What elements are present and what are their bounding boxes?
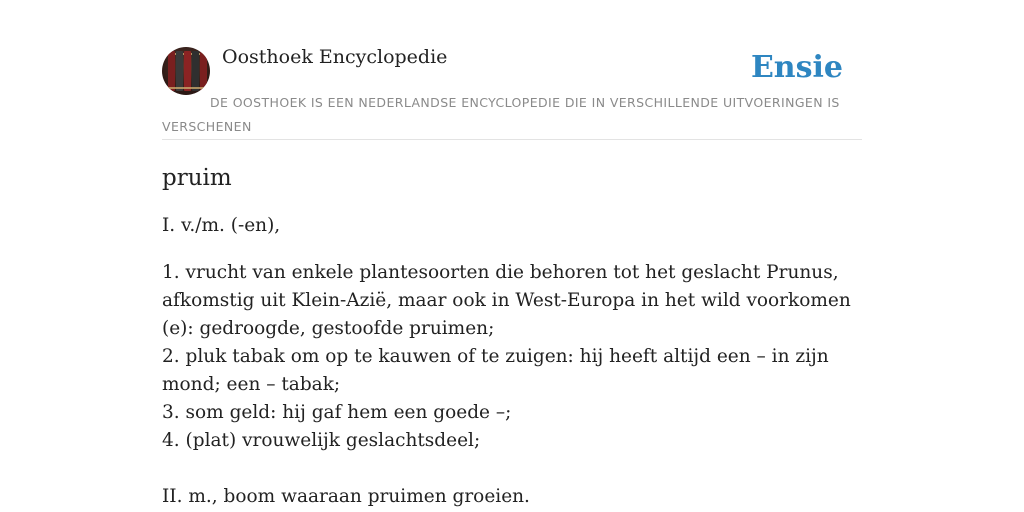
brand-logo[interactable]: Ensie <box>750 50 843 85</box>
site-name[interactable]: Oosthoek Encyclopedie <box>222 46 448 68</box>
sense-one-heading: I. v./m. (-en), <box>162 215 281 236</box>
entry-content <box>162 162 862 511</box>
spacer <box>162 455 862 483</box>
site-tagline: DE OOSTHOEK IS EEN NEDERLANDSE ENCYCLOPEDIE DIE IN VERSCHILLENDE UITVOERINGEN IS VERSCHENEN <box>162 95 840 134</box>
site-header <box>162 46 862 140</box>
page-title: pruim <box>162 165 232 191</box>
definition-item: 3. som geld: hij gaf hem een goede –; <box>162 402 512 423</box>
definition-item: 1. vrucht van enkele plantesoorten die behoren tot het geslacht Prunus, afkomstig uit Klein-Azië, maar ook in West-Europa in het wild voorkomen (e): gedroogde, gestoofde pruimen; <box>162 262 851 339</box>
definition-list <box>162 259 862 511</box>
definition-item: 4. (plat) vrouwelijk geslachtsdeel; <box>162 430 481 451</box>
definition-item: 2. pluk tabak om op te kauwen of te zuigen: hij heeft altijd een – in zijn mond; een – tabak; <box>162 346 829 395</box>
sense-two: II. m., boom waaraan pruimen groeien. <box>162 486 530 507</box>
encyclopedia-books-icon[interactable] <box>162 47 210 95</box>
